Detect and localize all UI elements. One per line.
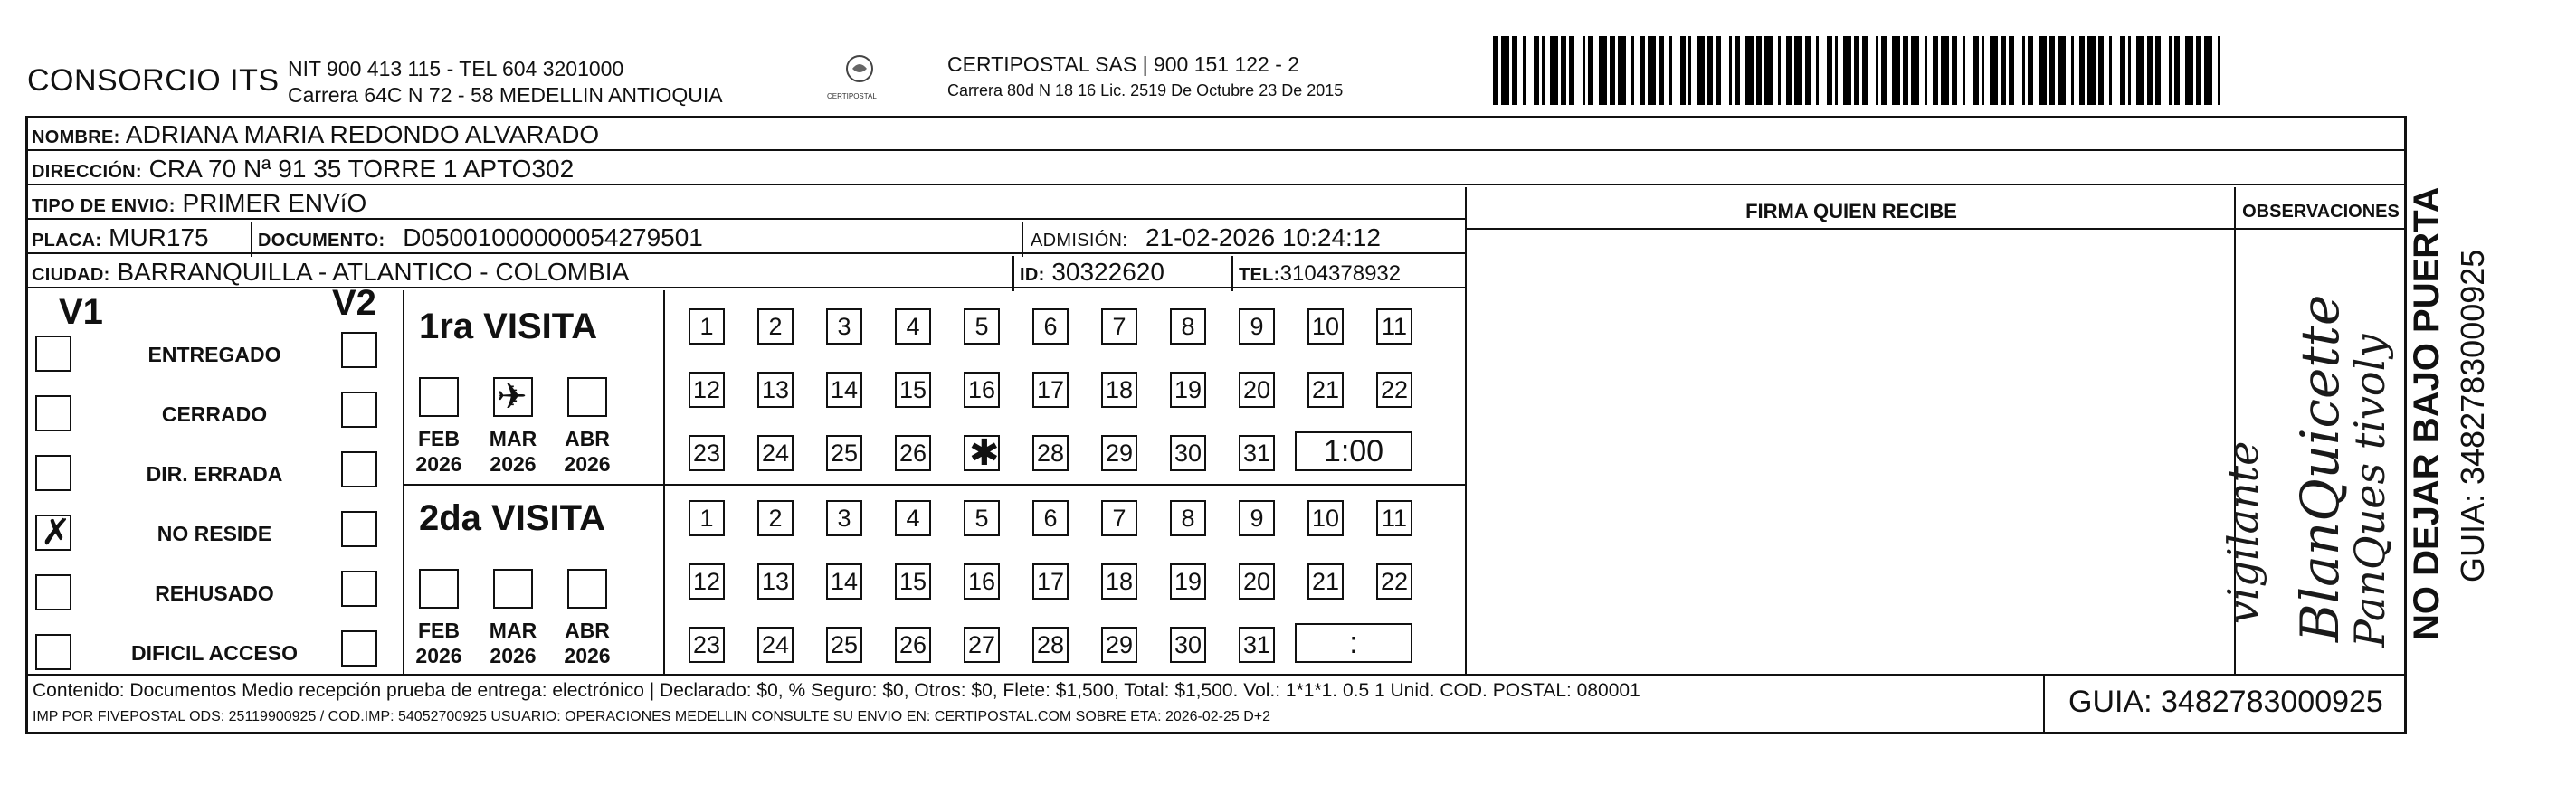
calendar-day[interactable]: 21 — [1307, 563, 1344, 600]
barcode-bar — [1794, 36, 1802, 105]
guia-number: GUIA: 3482783000925 — [2043, 675, 2407, 733]
calendar-day[interactable]: 23 — [689, 627, 725, 663]
barcode-bar — [2147, 36, 2153, 105]
barcode-bar — [1835, 36, 1838, 105]
month-checkbox[interactable] — [419, 569, 459, 609]
calendar-day[interactable]: 16 — [964, 372, 1000, 408]
calendar-day[interactable]: 18 — [1101, 372, 1137, 408]
visit1-title: 1ra VISITA — [419, 307, 598, 346]
calendar-day[interactable]: 25 — [826, 627, 862, 663]
calendar-day[interactable]: 9 — [1239, 500, 1275, 536]
month-label — [551, 618, 623, 668]
barcode-bar — [2174, 36, 2180, 105]
v1-title: V1 — [59, 292, 103, 332]
calendar-day[interactable]: 14 — [826, 372, 862, 408]
barcode-bar — [1982, 36, 1984, 105]
calendar-day[interactable]: 18 — [1101, 563, 1137, 600]
calendar-day[interactable]: 19 — [1170, 372, 1206, 408]
barcode-bar — [1688, 36, 1691, 105]
barcode-bar — [2109, 36, 2112, 105]
barcode-bar — [1881, 36, 1887, 105]
month-name: FEB — [418, 427, 460, 450]
handwritten-blanquicette: BlanQuicette — [2289, 294, 2351, 642]
calendar-day[interactable]: 4 — [895, 500, 931, 536]
month-label — [551, 426, 623, 477]
barcode-bar — [2204, 36, 2212, 105]
barcode-bar — [2009, 36, 2014, 105]
tipo-label: TIPO DE ENVIO: — [32, 196, 176, 216]
side-guia: GUIA: 3482783000925 — [2454, 249, 2491, 582]
month-checkbox[interactable] — [493, 377, 533, 417]
courier-address-line: Carrera 80d N 18 16 Lic. 2519 De Octubre 23 De 2015 — [947, 81, 1344, 99]
barcode-bar — [2185, 36, 2193, 105]
v2-checkbox[interactable] — [341, 451, 377, 487]
calendar-day[interactable]: 29 — [1101, 435, 1137, 471]
barcode-bar — [2169, 36, 2172, 105]
ciudad-cell — [28, 256, 1014, 291]
barcode-bar — [1534, 36, 1539, 105]
calendar-day[interactable]: 6 — [1032, 500, 1069, 536]
calendar-day[interactable]: 19 — [1170, 563, 1206, 600]
barcode-bar — [1963, 36, 1965, 105]
month-year: 2026 — [415, 452, 462, 476]
company-nit-line: NIT 900 413 115 - TEL 604 3201000 — [288, 57, 624, 80]
barcode-bar — [1659, 36, 1664, 105]
month-year: 2026 — [490, 644, 537, 667]
barcode-bar — [1816, 36, 1819, 105]
direccion-label: DIRECCIÓN: — [32, 162, 142, 182]
calendar-day[interactable]: 9 — [1239, 308, 1275, 345]
observaciones-header: OBSERVACIONES — [2242, 202, 2400, 222]
status-label: DIFICIL ACCESO — [130, 641, 298, 665]
calendar-day[interactable]: 17 — [1032, 372, 1069, 408]
ciudad-row — [28, 256, 1467, 288]
status-label: REHUSADO — [155, 582, 274, 605]
barcode-bar — [1561, 36, 1566, 105]
status-divider — [403, 290, 404, 674]
visit2-title: 2da VISITA — [419, 498, 605, 538]
barcode-bar — [1512, 36, 1517, 105]
calendar-day[interactable]: 11 — [1376, 500, 1412, 536]
barcode-bar — [2098, 36, 2104, 105]
barcode-bar — [2049, 36, 2055, 105]
admision-label: ADMISIÓN: — [1031, 231, 1128, 251]
month-checkbox[interactable] — [567, 569, 607, 609]
calendar-day[interactable]: 1 — [689, 308, 725, 345]
barcode-bar — [1669, 36, 1672, 105]
calendar-day[interactable]: 1 — [689, 500, 725, 536]
barcode-bar — [1854, 36, 1859, 105]
month-year: 2026 — [564, 644, 611, 667]
calendar-day[interactable]: 27 — [964, 627, 1000, 663]
calendar-day[interactable]: 10 — [1307, 500, 1344, 536]
barcode-bar — [1680, 36, 1686, 105]
status-label: CERRADO — [161, 402, 268, 426]
placa-value: MUR175 — [109, 223, 209, 251]
barcode-bar — [2058, 36, 2066, 105]
company-name: CONSORCIO ITS — [27, 63, 280, 98]
v2-checkbox[interactable] — [341, 392, 377, 428]
v1-checkbox[interactable] — [35, 574, 71, 610]
barcode-bar — [2087, 36, 2096, 105]
calendar-day[interactable] — [964, 432, 1000, 474]
v1-checkbox[interactable] — [35, 455, 71, 491]
calendar-day[interactable]: 7 — [1101, 308, 1137, 345]
calendar-day[interactable]: 12 — [689, 372, 725, 408]
barcode-bar — [1892, 36, 1900, 105]
barcode-bar — [1862, 36, 1868, 105]
tipo-row — [28, 187, 1467, 220]
v2-checkbox[interactable] — [341, 630, 377, 667]
calendar-day[interactable]: 11 — [1376, 308, 1412, 345]
firma-divider — [1465, 187, 1467, 674]
barcode-bar — [1778, 36, 1781, 105]
calendar-day[interactable]: 13 — [757, 563, 794, 600]
barcode-bar — [1631, 36, 1634, 105]
placa-label: PLACA: — [32, 231, 102, 251]
v2-checkbox[interactable] — [341, 511, 377, 547]
month-checkbox[interactable] — [419, 377, 459, 417]
month-year: 2026 — [490, 452, 537, 476]
v1-checkbox[interactable] — [35, 395, 71, 431]
month-checkbox[interactable] — [567, 377, 607, 417]
calendar-day[interactable]: 3 — [826, 500, 862, 536]
barcode-bar — [2128, 36, 2131, 105]
barcode-bar — [1610, 36, 1615, 105]
id-value: 30322620 — [1051, 258, 1164, 286]
calendar-day[interactable]: 3 — [826, 308, 862, 345]
id-label: ID: — [1020, 265, 1045, 285]
barcode-bar — [1707, 36, 1713, 105]
documento-cell — [252, 222, 1023, 257]
calendar-day[interactable]: 26 — [895, 627, 931, 663]
placa-cell — [28, 222, 252, 257]
admision-value: 21-02-2026 10:24:12 — [1145, 223, 1381, 251]
barcode-bar — [1903, 36, 1908, 105]
calendar-day[interactable]: 24 — [757, 435, 794, 471]
nombre-row — [28, 118, 2404, 151]
barcode-bar — [1735, 36, 1740, 105]
calendar-day[interactable]: 12 — [689, 563, 725, 600]
barcode-bar — [1640, 36, 1645, 105]
calendar-divider — [663, 290, 665, 674]
barcode-bar — [1588, 36, 1593, 105]
month-name: ABR — [565, 619, 610, 642]
v1-checkbox[interactable] — [35, 336, 71, 372]
month-year: 2026 — [564, 452, 611, 476]
logo-label: CERTIPOSTAL — [827, 92, 877, 100]
barcode-bar — [2218, 36, 2220, 105]
barcode-bar — [1501, 36, 1509, 105]
barcode-bar — [1716, 36, 1721, 105]
month-name: MAR — [489, 619, 537, 642]
calendar-day[interactable]: 24 — [757, 627, 794, 663]
x-mark-icon: ✱ — [969, 432, 1000, 474]
ciudad-value: BARRANQUILLA - ATLANTICO - COLOMBIA — [117, 258, 630, 286]
x-mark-icon: ✈ — [497, 376, 528, 418]
placa-row — [28, 222, 1467, 254]
courier-name-line: CERTIPOSTAL SAS | 900 151 122 - 2 — [947, 52, 1300, 76]
barcode-bar — [2001, 36, 2006, 105]
calendar-day[interactable]: 7 — [1101, 500, 1137, 536]
barcode-bar — [1583, 36, 1585, 105]
no-dejar-bajo-puerta: NO DEJAR BAJO PUERTA — [2407, 186, 2447, 640]
footer-impresion: IMP POR FIVEPOSTAL ODS: 25119900925 / COD.IMP: 54052700925 USUARIO: OPERACIONES MEDELLIN CONSULTE SU ENVIO EN: CERTIPOSTAL.COM SOBRE ETA: 2026-02-25 D+2 — [33, 709, 1271, 724]
nombre-label: NOMBRE: — [32, 128, 120, 147]
v1-checkbox[interactable] — [35, 512, 71, 553]
barcode-bar — [1805, 36, 1811, 105]
calendar-day[interactable]: 17 — [1032, 563, 1069, 600]
tel-cell — [1233, 256, 1401, 291]
shipping-form — [25, 116, 2407, 734]
company-info — [288, 56, 723, 109]
barcode-bar — [1911, 36, 1919, 105]
calendar-day[interactable]: 28 — [1032, 627, 1069, 663]
barcode-bar — [1827, 36, 1832, 105]
barcode-bar — [1764, 36, 1773, 105]
barcode-bar — [2071, 36, 2074, 105]
handwritten-panques-tivoly: PanQues tivoly — [2345, 334, 2394, 648]
calendar-day[interactable]: 22 — [1376, 563, 1412, 600]
visit-time[interactable]: 1:00 — [1295, 431, 1412, 471]
calendar-day[interactable]: 28 — [1032, 435, 1069, 471]
calendar-day[interactable]: 16 — [964, 563, 1000, 600]
calendar-day[interactable]: 20 — [1239, 563, 1275, 600]
barcode-bar — [2079, 36, 2085, 105]
barcode-bar — [2155, 36, 2161, 105]
visit-time[interactable]: : — [1295, 623, 1412, 663]
calendar-day[interactable]: 6 — [1032, 308, 1069, 345]
admision-cell — [1023, 222, 1381, 257]
calendar-day[interactable]: 10 — [1307, 308, 1344, 345]
calendar-day[interactable]: 31 — [1239, 435, 1275, 471]
barcode-bar — [1876, 36, 1878, 105]
month-label — [403, 426, 475, 477]
barcode-bar — [1569, 36, 1574, 105]
barcode-bar — [1990, 36, 1998, 105]
tel-label: TEL: — [1239, 265, 1280, 285]
month-year: 2026 — [415, 644, 462, 667]
calendar-day[interactable]: 8 — [1170, 500, 1206, 536]
firma-header-underline — [1467, 228, 2404, 230]
barcode-bar — [1973, 36, 1979, 105]
calendar-day[interactable]: 15 — [895, 372, 931, 408]
calendar-day[interactable]: 8 — [1170, 308, 1206, 345]
month-name: FEB — [418, 619, 460, 642]
calendar-day[interactable]: 26 — [895, 435, 931, 471]
barcode-bar — [2028, 36, 2033, 105]
calendar-day[interactable]: 4 — [895, 308, 931, 345]
barcode-bar — [1542, 36, 1545, 105]
month-checkbox[interactable] — [493, 569, 533, 609]
month-name: ABR — [565, 427, 610, 450]
barcode-bar — [2022, 36, 2025, 105]
status-label: NO RESIDE — [157, 522, 272, 545]
status-label: DIR. ERRADA — [146, 462, 283, 486]
tipo-value: PRIMER ENVíO — [182, 189, 367, 217]
barcode-bar — [1648, 36, 1656, 105]
calendar-day[interactable]: 5 — [964, 308, 1000, 345]
barcode-bar — [1756, 36, 1762, 105]
barcode-bar — [1550, 36, 1558, 105]
barcode-bar — [1786, 36, 1792, 105]
barcode-bar — [2136, 36, 2144, 105]
calendar-day[interactable]: 13 — [757, 372, 794, 408]
v2-checkbox[interactable] — [341, 332, 377, 368]
calendar-day[interactable]: 29 — [1101, 627, 1137, 663]
company-address-line: Carrera 64C N 72 - 58 MEDELLIN ANTIOQUIA — [288, 83, 723, 107]
barcode-bar — [2039, 36, 2047, 105]
calendar-day[interactable]: 22 — [1376, 372, 1412, 408]
barcode-bar — [2120, 36, 2125, 105]
handwritten-vigilante: vigilante — [2219, 440, 2267, 624]
barcode-bar — [1952, 36, 1957, 105]
calendar-day[interactable]: 5 — [964, 500, 1000, 536]
calendar-day[interactable]: 14 — [826, 563, 862, 600]
footer-contenido: Contenido: Documentos Medio recepción prueba de entrega: electrónico | Declarado: $0, % Seguro: $0, Otros: $0, Flete: $1,500, Total: $1,500. Vol.: 1*1*1. 0.5 1 Unid. COD. POSTAL: 080001 — [33, 680, 1640, 701]
month-name: MAR — [489, 427, 537, 450]
barcode-bar — [1941, 36, 1949, 105]
barcode-bar — [1925, 36, 1927, 105]
month-label — [477, 426, 549, 477]
ciudad-label: CIUDAD: — [32, 265, 110, 285]
x-mark-icon: ✗ — [41, 512, 71, 553]
barcode — [1493, 36, 2226, 105]
v2-checkbox[interactable] — [341, 571, 377, 607]
direccion-value: CRA 70 Nª 91 35 TORRE 1 APTO302 — [148, 155, 575, 183]
barcode-bar — [1493, 36, 1498, 105]
calendar-day[interactable]: 15 — [895, 563, 931, 600]
calendar-day[interactable]: 30 — [1170, 627, 1206, 663]
calendar-day[interactable]: 21 — [1307, 372, 1344, 408]
v1-checkbox[interactable] — [35, 634, 71, 670]
barcode-bar — [1933, 36, 1938, 105]
barcode-bar — [1618, 36, 1626, 105]
calendar-day[interactable]: 30 — [1170, 435, 1206, 471]
month-label — [477, 618, 549, 668]
documento-label: DOCUMENTO: — [258, 231, 385, 251]
barcode-bar — [1843, 36, 1851, 105]
barcode-bar — [1523, 36, 1526, 105]
calendar-day[interactable]: 2 — [757, 308, 794, 345]
calendar-day[interactable]: 2 — [757, 500, 794, 536]
barcode-bar — [1599, 36, 1607, 105]
visits-divider — [404, 484, 1465, 486]
documento-value: D05001000000054279501 — [403, 223, 703, 251]
id-cell — [1014, 256, 1233, 291]
calendar-day[interactable]: 20 — [1239, 372, 1275, 408]
calendar-day[interactable]: 31 — [1239, 627, 1275, 663]
barcode-bar — [1745, 36, 1754, 105]
firma-header: FIRMA QUIEN RECIBE — [1745, 200, 1957, 222]
direccion-row — [28, 153, 2404, 185]
barcode-bar — [1697, 36, 1705, 105]
status-label: ENTREGADO — [147, 343, 281, 366]
month-label — [403, 618, 475, 668]
barcode-bar — [1729, 36, 1732, 105]
calendar-day[interactable]: 23 — [689, 435, 725, 471]
v2-title: V2 — [332, 283, 376, 323]
tel-value: 3104378932 — [1279, 261, 1402, 286]
calendar-day[interactable]: 25 — [826, 435, 862, 471]
barcode-bar — [2196, 36, 2201, 105]
nombre-value: ADRIANA MARIA REDONDO ALVARADO — [125, 120, 600, 148]
